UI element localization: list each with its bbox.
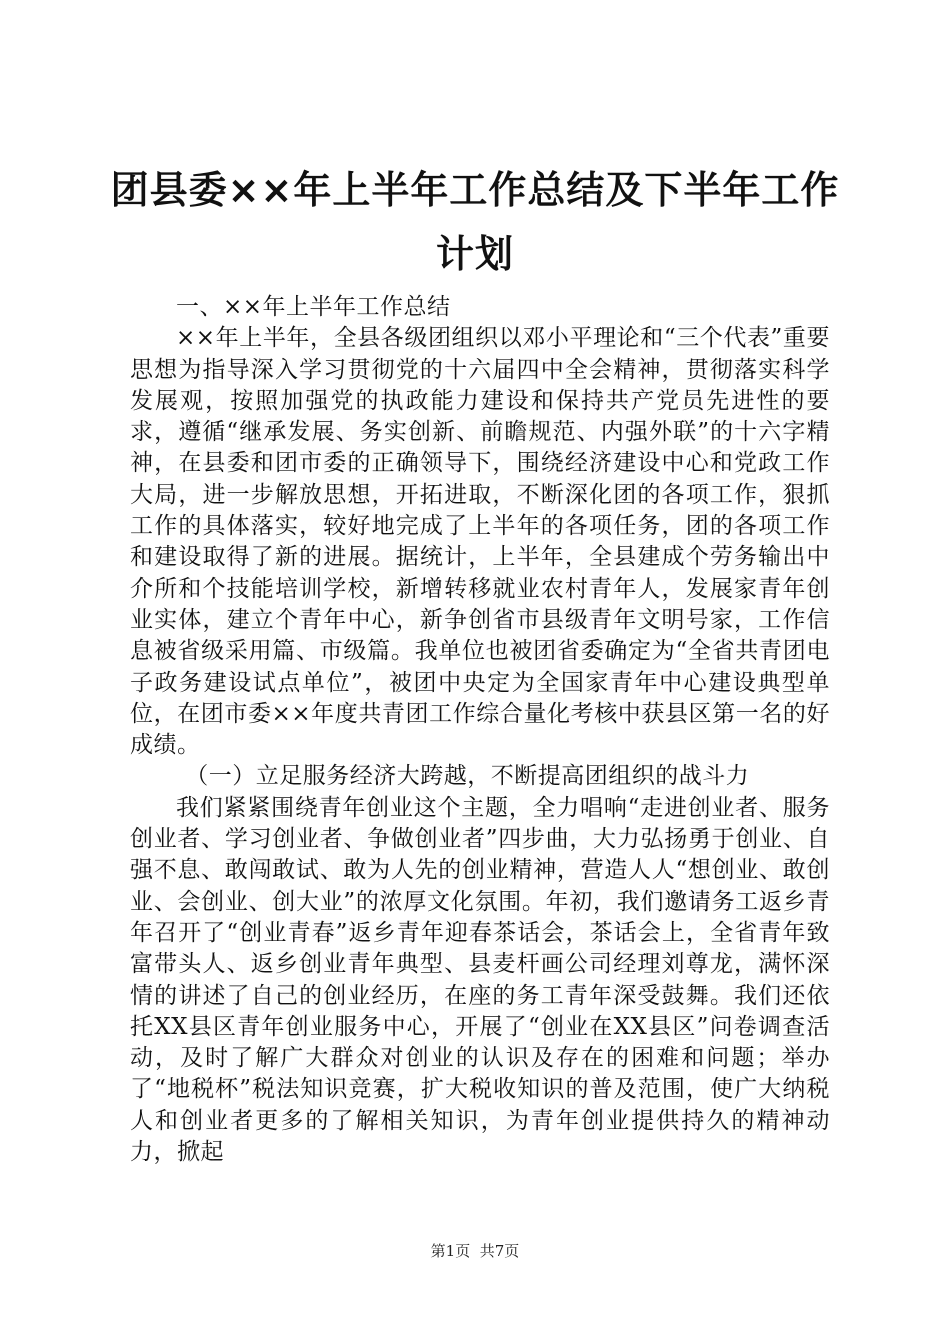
body-paragraph: ××年上半年，全县各级团组织以邓小平理论和“三个代表”重要思想为指导深入学习贯彻党的十六届四中全会精神，贯彻落实科学发展观，按照加强党的执政能力建设和保持共产党员先进性的要求，遵循“继承发展、务实创新、前瞻规范、内强外联”的十六字精神，在县委和团市委的正确领导下，围绕经济建设中心和党政工作大局，进一步解放思想，开拓进取，不断深化团的各项工作，狠抓工作的具体落实，较好地完成了上半年的各项任务，团的各项工作和建设取得了新的进展。据统计，上半年，全县建成个劳务输出中介所和个技能培训学校，新增转移就业农村青年人，发展家青年创业实体，建立个青年中心，新争创省市县级青年文明号家，工作信息被省级采用篇、市级篇。我单位也被团省委确定为“全省共青团电子政务建设试点单位”，被团中央定为全国家青年中心建设典型单位，在团市委××年度共青团工作综合量化考核中获县区第一名的好成绩。	[130, 325, 830, 759]
document-body	[130, 292, 830, 1168]
page-total: 共7页	[479, 1242, 520, 1260]
body-paragraph: 我们紧紧围绕青年创业这个主题，全力唱响“走进创业者、服务创业者、学习创业者、争做创业者”四步曲，大力弘扬勇于创业、自强不息、敢闯敢试、敢为人先的创业精神，营造人人“想创业、敢创业、会创业、创大业”的浓厚文化氛围。年初，我们邀请务工返乡青年召开了“创业青春”返乡青年迎春茶话会，茶话会上，全省青年致富带头人、返乡创业青年典型、县麦杆画公司经理刘尊龙，满怀深情的讲述了自己的创业经历，在座的务工青年深受鼓舞。我们还依托XX县区青年创业服务中心，开展了“创业在XX县区”问卷调查活动，及时了解广大群众对创业的认识及存在的困难和问题；举办了“地税杯”税法知识竞赛，扩大税收知识的普及范围，使广大纳税人和创业者更多的了解相关知识，为青年创业提供持久的精神动力，掀起	[130, 794, 830, 1166]
page-number: 第1页	[430, 1242, 471, 1260]
page-footer	[0, 1241, 950, 1261]
section-heading: 一、××年上半年工作总结	[176, 294, 451, 320]
document-title: 团县委××年上半年工作总结及下半年工作计划	[110, 168, 840, 276]
subsection-heading: （一）立足服务经济大跨越，不断提高团组织的战斗力	[185, 763, 750, 790]
